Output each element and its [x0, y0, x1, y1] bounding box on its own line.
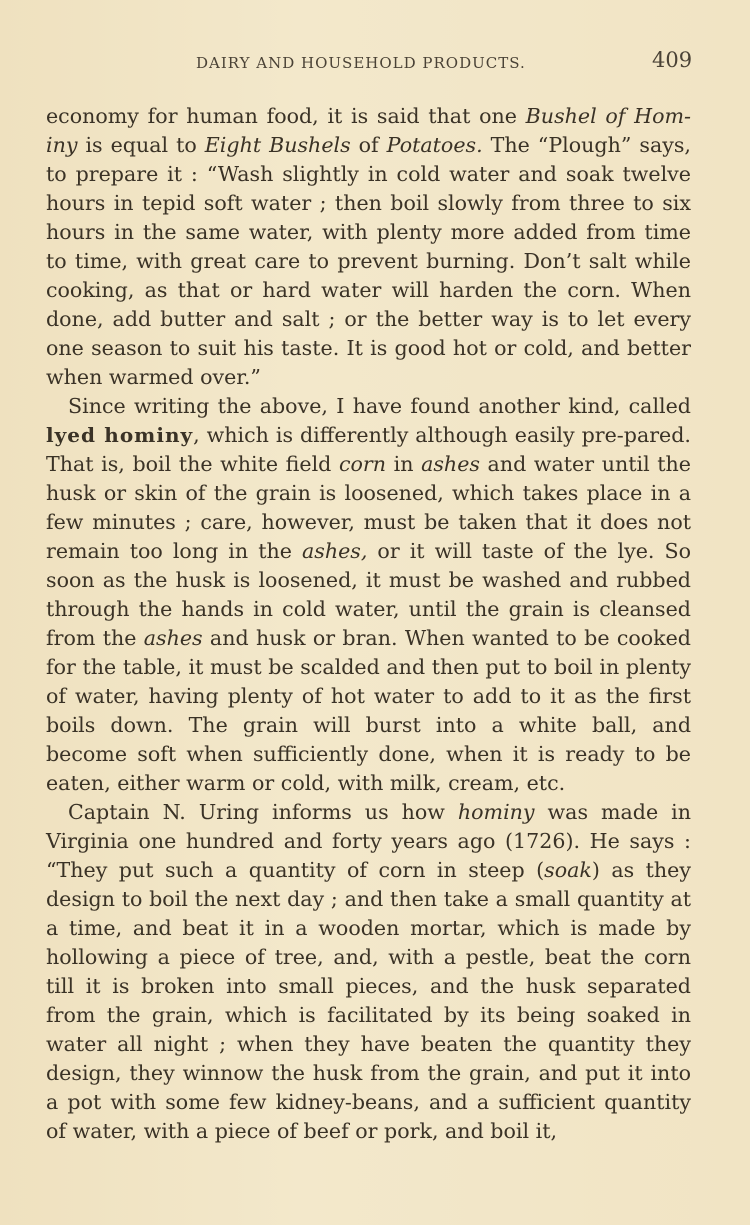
text-segment-italic: soak [544, 858, 592, 882]
text-segment: Since writing the above, I have found another kind, called [68, 394, 691, 418]
text-segment: ) as they design to boil the next day ; and then take a small quantity at a time, and beat it in a wooden mortar, which is made by hollowing a piece of tree, and, with a pestle, beat the corn till it is broken into small pieces, and the husk separated from the grain, which is facilitated by its being soaked in water all night ; when they have beaten the quantity they design, they winnow the husk from the grain, and put it into a pot with some few kidney-beans, and a sufficient quantity of water, with a piece of beef or pork, and boil it, [46, 858, 691, 1143]
text-segment: is equal to [77, 133, 205, 157]
text-segment: or it will taste of the lye. So soon as the husk is loosened, it must be washed and rubbed through the hands in cold water, until the grain is cleansed from the [46, 539, 691, 650]
text-segment-italic: hominy [457, 800, 535, 824]
text-segment-italic: ashes, [301, 539, 368, 563]
text-segment-italic: ashes [143, 626, 203, 650]
running-head: DAIRY AND HOUSEHOLD PRODUCTS. [196, 54, 526, 72]
text-segment-italic: Eight Bushels [204, 133, 351, 157]
paragraph-3 [46, 798, 691, 1146]
text-segment-bold: lyed hominy [46, 423, 194, 447]
text-segment: and husk or bran. When wanted to be cooked for the table, it must be scalded and then put to boil in plenty of water, having plenty of hot water to add to it as the first boils down. The grain will burst into a white ball, and become soft when sufficiently done, when it is ready to be eaten, either warm or cold, with milk, cream, etc. [46, 626, 691, 795]
text-segment: economy for human food, it is said that one [46, 104, 526, 128]
text-segment-italic: Bushel of Hom-iny [46, 104, 691, 157]
text-segment: Captain N. Uring informs us how [68, 800, 458, 824]
body-text [46, 102, 691, 1146]
text-segment: of [350, 133, 387, 157]
text-segment-italic: corn [338, 452, 387, 476]
paragraph-1 [46, 102, 691, 392]
text-segment: The “Plough” says, to prepare it : “Wash slightly in cold water and soak twelve hours in tepid soft water ; then boil slowly from three to six hours in the same water, with plenty more added from time to time, with great care to prevent burning. Don’t salt while cooking, as that or hard water will harden the corn. When done, add butter and salt ; or the better way is to let every one season to suit his taste. It is good hot or cold, and better when warmed over.” [46, 133, 691, 389]
paragraph-2 [46, 392, 691, 798]
page-number: 409 [652, 48, 693, 72]
text-segment: and water until the husk or skin of the grain is loosened, which takes place in a few minutes ; care, however, must be taken that it does not remain too long in the [46, 452, 691, 563]
text-segment: was made in Virginia one hundred and forty years ago (1726). He says : “They put such a quantity of corn in steep ( [46, 800, 692, 882]
text-segment-italic: Potatoes. [386, 133, 483, 157]
text-segment-italic: ashes [421, 452, 480, 476]
text-segment: , which is differently although easily pre-pared. That is, boil the white field [46, 423, 691, 476]
text-segment: in [386, 452, 422, 476]
